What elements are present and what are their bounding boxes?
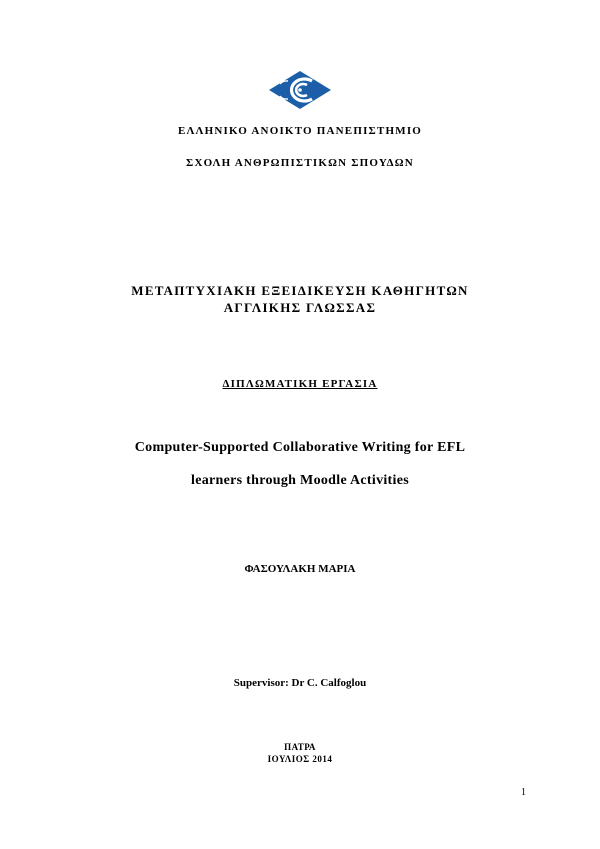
thesis-title-line1: Computer-Supported Collaborative Writing for EFL — [134, 440, 466, 455]
institution-name: ΕΛΛΗΝΙΚΟ ΑΝΟΙΚΤΟ ΠΑΝΕΠΙΣΤΗΜΙΟ — [177, 125, 423, 137]
school-name: ΣΧΟΛΗ ΑΝΘΡΩΠΙΣΤΙΚΩΝ ΣΠΟΥΔΩΝ — [186, 157, 414, 169]
author-name: ΦΑΣΟΥΛΑΚΗ ΜΑΡΙΑ — [244, 563, 356, 575]
page-number: 1 — [521, 787, 526, 798]
program-title-line2: ΑΓΓΛΙΚΗΣ ΓΛΩΣΣΑΣ — [223, 300, 377, 315]
thesis-title-line2: learners through Moodle Activities — [191, 473, 409, 488]
program-title-line1: ΜΕΤΑΠΤΥΧΙΑΚΗ ΕΞΕΙΔΙΚΕΥΣΗ ΚΑΘΗΓΗΤΩΝ — [131, 283, 469, 298]
supervisor: Supervisor: Dr C. Calfoglou — [233, 677, 367, 689]
place: ΠΑΤΡΑ — [284, 742, 316, 752]
date: ΙΟΥΛΙΟΣ 2014 — [267, 754, 333, 764]
document-type: ΔΙΠΛΩΜΑΤΙΚΗ ΕΡΓΑΣΙΑ — [222, 378, 378, 390]
university-logo-icon — [268, 70, 332, 110]
